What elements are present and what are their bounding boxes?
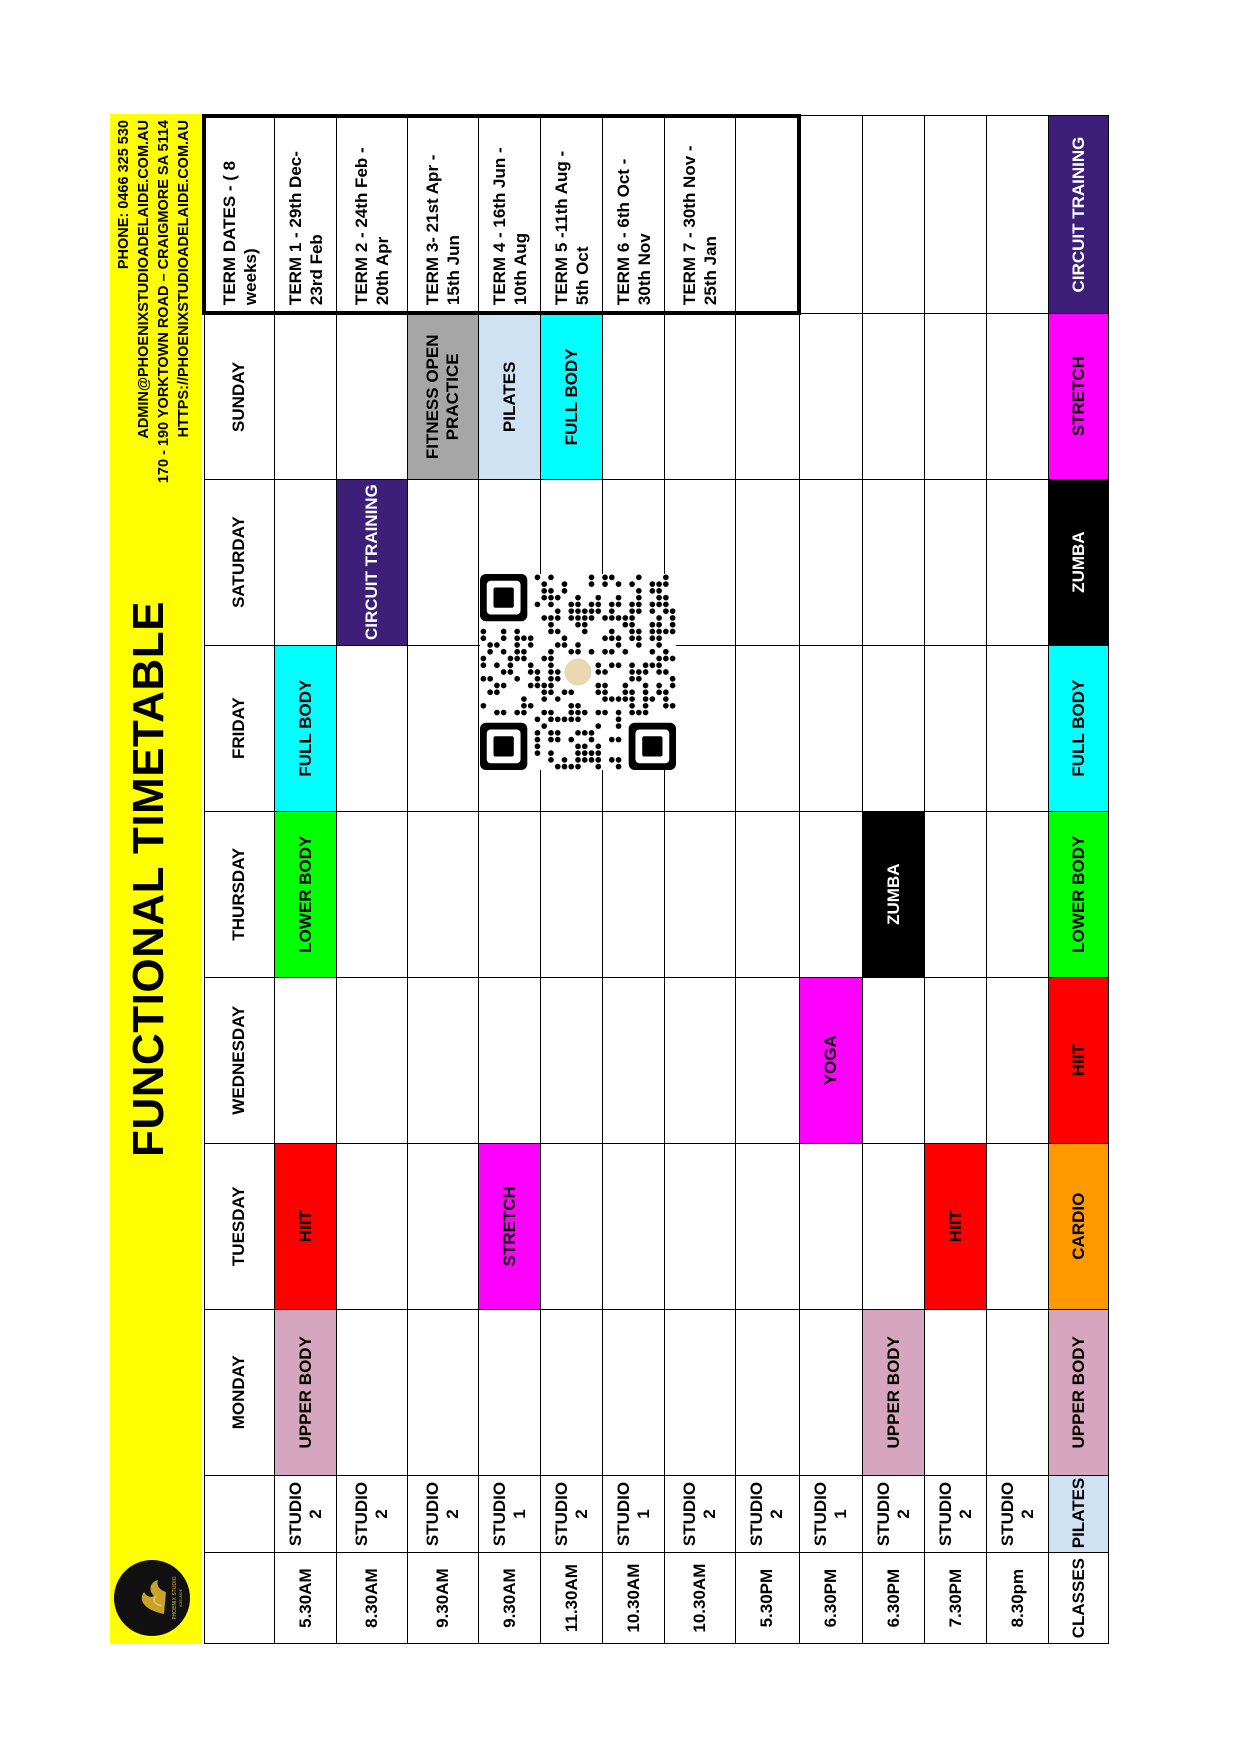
- timetable-row: [603, 116, 665, 1644]
- class-legend-item: CARDIO: [1049, 1143, 1109, 1309]
- time-cell: 7.30PM: [925, 1553, 987, 1644]
- contact-website: HTTPS://PHOENIXSTUDIOADELAIDE.COM.AU: [176, 120, 192, 438]
- timetable-row: [987, 116, 1049, 1644]
- studio-cell: STUDIO 1: [603, 1475, 665, 1552]
- studio-cell: STUDIO 2: [987, 1475, 1049, 1552]
- class-legend-item: STRETCH: [1049, 313, 1109, 479]
- timetable-row: [863, 116, 925, 1644]
- timetable-row: [337, 116, 408, 1644]
- class-cell: [987, 811, 1049, 977]
- timetable-grid: [202, 114, 1109, 1644]
- studio-cell: STUDIO 2: [541, 1475, 603, 1552]
- class-cell: [987, 313, 1049, 479]
- contact-phone: PHONE: 0466 325 530: [116, 120, 132, 270]
- time-cell: 8.30pm: [987, 1553, 1049, 1644]
- studio-cell: STUDIO 2: [863, 1475, 925, 1552]
- day-header-wednesday: WEDNESDAY: [204, 977, 275, 1143]
- class-cell: [665, 977, 736, 1143]
- class-cell: PILATES: [479, 313, 541, 479]
- class-cell: YOGA: [799, 977, 863, 1143]
- class-cell: [337, 1309, 408, 1475]
- class-cell: [408, 479, 479, 645]
- header-banner: [110, 114, 202, 1644]
- day-header-thursday: THURSDAY: [204, 811, 275, 977]
- timetable-row: [408, 116, 479, 1644]
- class-cell: FULL BODY: [541, 313, 603, 479]
- class-cell: [337, 645, 408, 811]
- class-cell: [337, 1143, 408, 1309]
- timetable-row: [736, 116, 800, 1644]
- class-cell: [408, 811, 479, 977]
- class-cell: [799, 1309, 863, 1475]
- class-cell: [799, 313, 863, 479]
- class-cell: [799, 479, 863, 645]
- class-legend-item: ZUMBA: [1049, 479, 1109, 645]
- term-date-cell: TERM 3- 21st Apr - 15th Jun: [408, 116, 479, 313]
- class-cell: [925, 1309, 987, 1475]
- class-cell: [925, 313, 987, 479]
- day-header-tuesday: TUESDAY: [204, 1143, 275, 1309]
- class-cell: [736, 977, 800, 1143]
- class-cell: [541, 977, 603, 1143]
- class-cell: [408, 977, 479, 1143]
- term-date-cell: TERM 7 - 30th Nov - 25th Jan: [665, 116, 736, 313]
- class-cell: [665, 1143, 736, 1309]
- class-cell: [408, 1143, 479, 1309]
- class-cell: [925, 645, 987, 811]
- timetable-row: [799, 116, 863, 1644]
- timetable-row: [479, 116, 541, 1644]
- term-date-cell: TERM 2 - 24th Feb - 20th Apr: [337, 116, 408, 313]
- class-cell: [541, 811, 603, 977]
- timetable-sheet: [110, 114, 1088, 1644]
- class-cell: [665, 1309, 736, 1475]
- qr-code: [480, 574, 676, 770]
- time-cell: 9.30AM: [479, 1553, 541, 1644]
- class-cell: [603, 977, 665, 1143]
- term-date-cell: [925, 116, 987, 313]
- term-date-cell: [987, 116, 1049, 313]
- logo-text: PHOENIX STUDIO: [172, 1576, 178, 1620]
- term-date-cell: TERM 4 - 16th Jun - 10th Aug: [479, 116, 541, 313]
- class-cell: [736, 1143, 800, 1309]
- class-cell: [541, 1143, 603, 1309]
- timetable-row: [541, 116, 603, 1644]
- class-cell: [408, 1309, 479, 1475]
- timetable-row: [665, 116, 736, 1644]
- classes-legend-row: [1049, 116, 1109, 1644]
- term-date-cell: [799, 116, 863, 313]
- class-cell: [863, 645, 925, 811]
- time-cell: 5.30AM: [275, 1553, 337, 1644]
- time-cell: 10.30AM: [665, 1553, 736, 1644]
- contact-info: [114, 120, 194, 483]
- class-cell: [337, 313, 408, 479]
- class-cell: [408, 645, 479, 811]
- class-cell: [603, 1143, 665, 1309]
- class-cell: [987, 645, 1049, 811]
- class-cell: [736, 645, 800, 811]
- class-cell: [603, 1309, 665, 1475]
- studio-cell: STUDIO 2: [275, 1475, 337, 1552]
- studio-cell: STUDIO 1: [479, 1475, 541, 1552]
- class-legend-item: CIRCUIT TRAINING: [1049, 116, 1109, 313]
- class-cell: UPPER BODY: [863, 1309, 925, 1475]
- class-cell: FULL BODY: [275, 645, 337, 811]
- class-cell: [665, 313, 736, 479]
- timetable-row: [275, 116, 337, 1644]
- class-cell: ZUMBA: [863, 811, 925, 977]
- studio-cell: STUDIO 2: [408, 1475, 479, 1552]
- day-header-saturday: SATURDAY: [204, 479, 275, 645]
- class-cell: HIIT: [275, 1143, 337, 1309]
- class-cell: HIIT: [925, 1143, 987, 1309]
- studio-cell: STUDIO 2: [665, 1475, 736, 1552]
- day-header-monday: MONDAY: [204, 1309, 275, 1475]
- contact-email: ADMIN@PHOENIXSTUDIOADELAIDE.COM.AU: [136, 120, 152, 439]
- class-cell: [665, 811, 736, 977]
- class-cell: STRETCH: [479, 1143, 541, 1309]
- time-cell: 9.30AM: [408, 1553, 479, 1644]
- studio-header: [204, 1475, 275, 1552]
- qr-code-icon: [480, 574, 676, 770]
- class-cell: [987, 977, 1049, 1143]
- class-cell: UPPER BODY: [275, 1309, 337, 1475]
- day-header-sunday: SUNDAY: [204, 313, 275, 479]
- header-row: [204, 116, 275, 1644]
- class-cell: CIRCUIT TRAINING: [337, 479, 408, 645]
- term-date-cell: [863, 116, 925, 313]
- class-cell: [863, 313, 925, 479]
- studio-cell: STUDIO 2: [337, 1475, 408, 1552]
- class-legend-item: HIIT: [1049, 977, 1109, 1143]
- time-cell: 11.30AM: [541, 1553, 603, 1644]
- day-header-friday: FRIDAY: [204, 645, 275, 811]
- class-cell: [337, 977, 408, 1143]
- term-date-cell: [736, 116, 800, 313]
- logo-subtext: ADELAIDE: [179, 1589, 183, 1607]
- class-legend-item: UPPER BODY: [1049, 1309, 1109, 1475]
- class-legend-item: PILATES: [1049, 1475, 1109, 1552]
- term-date-cell: TERM 5 -11th Aug - 5th Oct: [541, 116, 603, 313]
- class-cell: [925, 479, 987, 645]
- class-cell: [736, 1309, 800, 1475]
- class-cell: [987, 479, 1049, 645]
- studio-cell: STUDIO 2: [925, 1475, 987, 1552]
- time-header: [204, 1553, 275, 1644]
- class-cell: [925, 811, 987, 977]
- class-cell: [479, 977, 541, 1143]
- timetable-row: [925, 116, 987, 1644]
- class-cell: [863, 1143, 925, 1309]
- time-cell: 6.30PM: [863, 1553, 925, 1644]
- class-cell: [541, 1309, 603, 1475]
- class-cell: LOWER BODY: [275, 811, 337, 977]
- classes-label: CLASSES: [1049, 1553, 1109, 1644]
- class-cell: [987, 1143, 1049, 1309]
- class-cell: [275, 479, 337, 645]
- time-cell: 6.30PM: [799, 1553, 863, 1644]
- class-cell: [925, 977, 987, 1143]
- term-date-cell: TERM 6 - 6th Oct - 30th Nov: [603, 116, 665, 313]
- class-cell: [603, 811, 665, 977]
- class-cell: [987, 1309, 1049, 1475]
- class-cell: [603, 313, 665, 479]
- time-cell: 5.30PM: [736, 1553, 800, 1644]
- term-date-cell: TERM 1 - 29th Dec- 23rd Feb: [275, 116, 337, 313]
- class-legend-item: LOWER BODY: [1049, 811, 1109, 977]
- class-cell: [479, 811, 541, 977]
- class-cell: [736, 479, 800, 645]
- class-cell: [799, 811, 863, 977]
- class-legend-item: FULL BODY: [1049, 645, 1109, 811]
- class-cell: [799, 1143, 863, 1309]
- studio-cell: STUDIO 1: [799, 1475, 863, 1552]
- class-cell: [479, 1309, 541, 1475]
- class-cell: FITNESS OPEN PRACTICE: [408, 313, 479, 479]
- page-title: FUNCTIONAL TIMETABLE: [124, 601, 173, 1157]
- time-cell: 8.30AM: [337, 1553, 408, 1644]
- studio-cell: STUDIO 2: [736, 1475, 800, 1552]
- class-cell: [275, 977, 337, 1143]
- time-cell: 10.30AM: [603, 1553, 665, 1644]
- class-cell: [863, 977, 925, 1143]
- class-cell: [736, 313, 800, 479]
- class-cell: [275, 313, 337, 479]
- class-cell: [799, 645, 863, 811]
- class-cell: [736, 811, 800, 977]
- class-cell: [863, 479, 925, 645]
- contact-address: 170 - 190 YORKTOWN ROAD – CRAIGMORE SA 5114: [156, 120, 172, 484]
- term-dates-header: TERM DATES - ( 8 weeks): [204, 116, 275, 313]
- class-cell: [337, 811, 408, 977]
